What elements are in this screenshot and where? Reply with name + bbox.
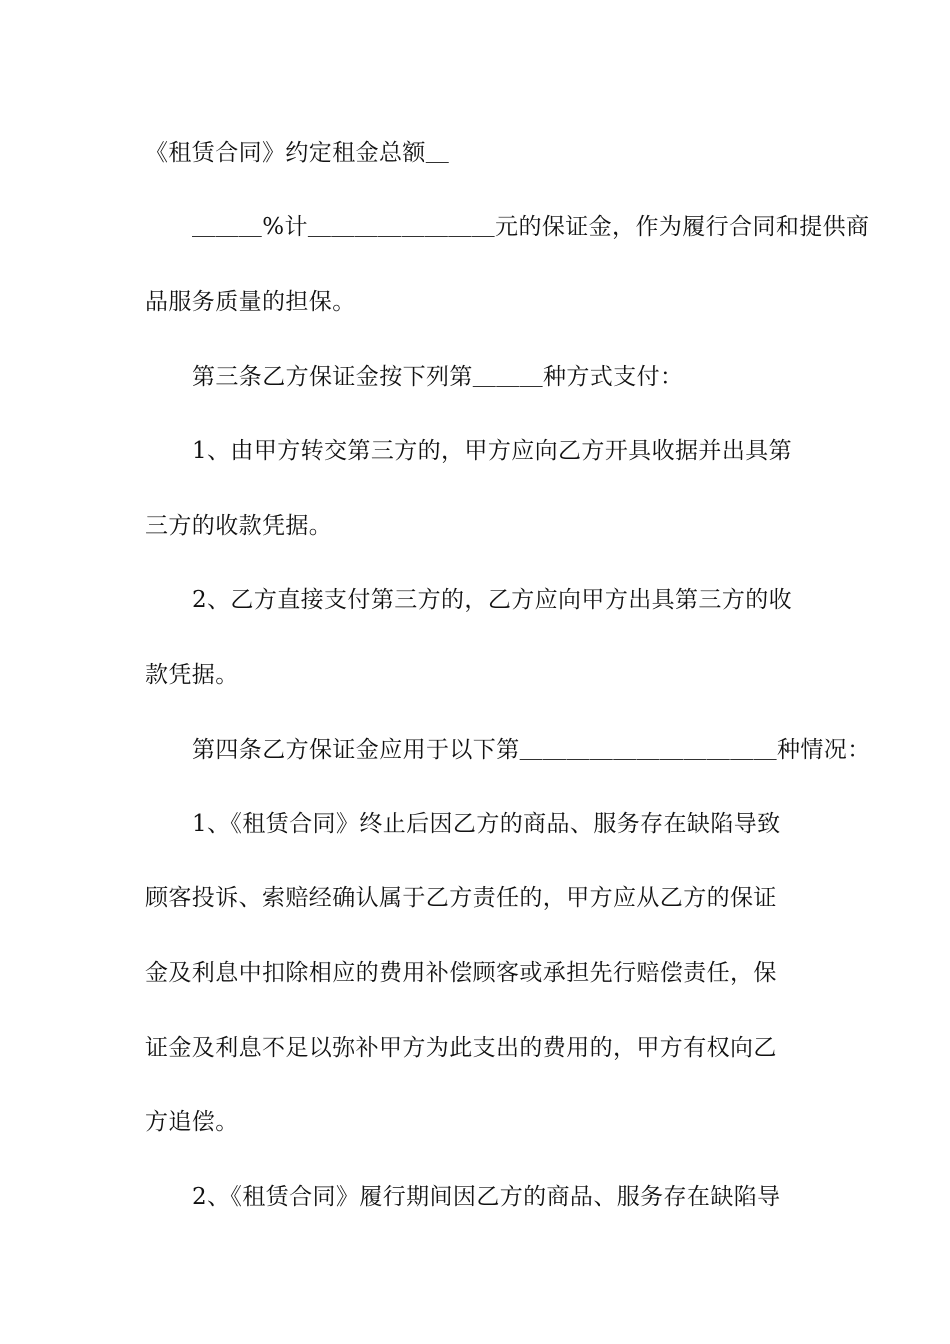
article-4-item-1-line-2: 顾客投诉、索赔经确认属于乙方责任的，甲方应从乙方的保证 [145, 885, 777, 911]
article-3-heading: 第三条乙方保证金按下列第＿＿＿种方式支付： [192, 364, 684, 390]
article-4-heading: 第四条乙方保证金应用于以下第＿＿＿＿＿＿＿＿＿＿＿种情况： [192, 737, 871, 763]
article-3-item-1-line-1: 1、由甲方转交第三方的，甲方应向乙方开具收据并出具第 [192, 438, 793, 464]
article-4-item-1-line-3: 金及利息中扣除相应的费用补偿顾客或承担先行赔偿责任，保 [145, 960, 777, 986]
article-4-item-1-line-1: 1、《租赁合同》终止后因乙方的商品、服务存在缺陷导致 [192, 811, 781, 837]
article-4-item-2-line-1: 2、《租赁合同》履行期间因乙方的商品、服务存在缺陷导 [192, 1184, 781, 1210]
article-4-item-1-line-5: 方追偿。 [145, 1109, 239, 1135]
paragraph-line-3: 品服务质量的担保。 [145, 289, 356, 315]
article-4-item-1-line-4: 证金及利息不足以弥补甲方为此支出的费用的，甲方有权向乙 [145, 1035, 777, 1061]
article-3-item-2-line-1: 2、乙方直接支付第三方的，乙方应向甲方出具第三方的收 [192, 587, 793, 613]
paragraph-line-1: 《租赁合同》约定租金总额＿ [145, 140, 450, 166]
article-3-item-1-line-2: 三方的收款凭据。 [145, 513, 333, 539]
paragraph-line-2: ＿＿＿%计＿＿＿＿＿＿＿＿元的保证金，作为履行合同和提供商 [192, 214, 870, 240]
article-3-item-2-line-2: 款凭据。 [145, 662, 239, 688]
